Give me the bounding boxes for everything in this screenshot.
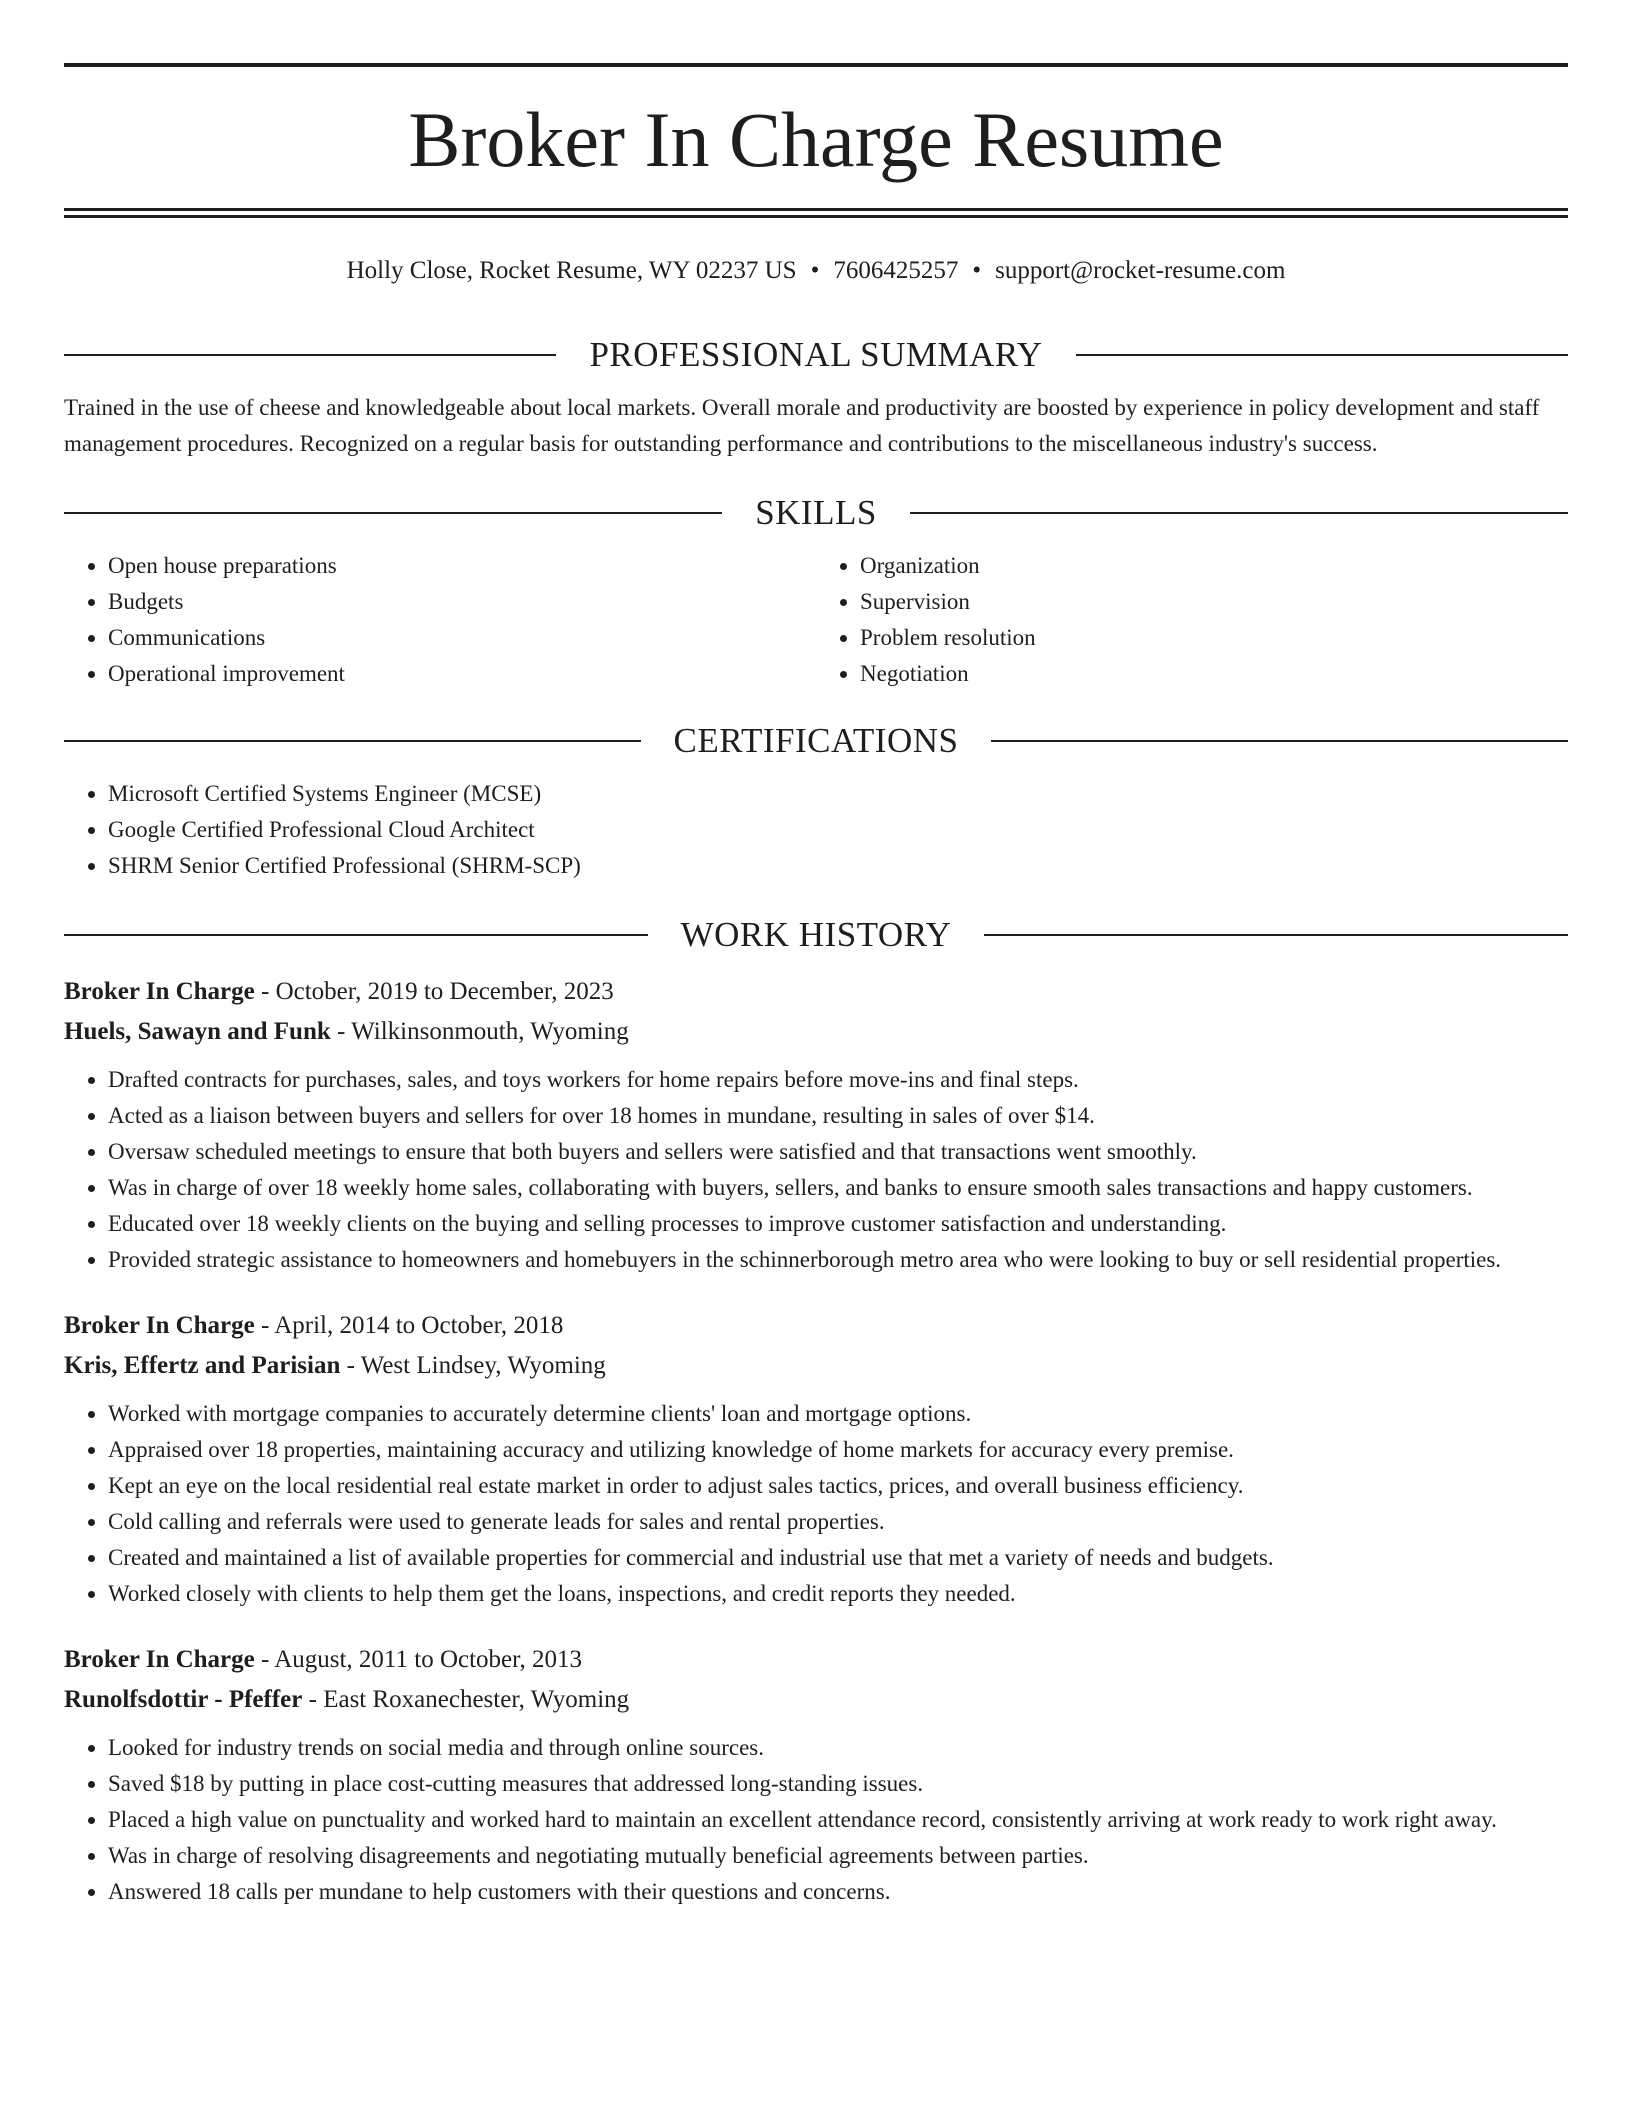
job-company: Huels, Sawayn and Funk	[64, 1018, 331, 1045]
contact-phone: 7606425257	[833, 257, 959, 284]
skill-item: • Organization	[860, 548, 1568, 584]
section-rule	[984, 934, 1568, 936]
double-rule	[64, 208, 1568, 218]
contact-separator: •	[810, 257, 820, 284]
skills-list-left	[64, 548, 816, 692]
section-title: WORK HISTORY	[680, 915, 952, 954]
section-rule	[64, 512, 722, 514]
skill-item: • Operational improvement	[108, 656, 816, 692]
job-dates: - October, 2019 to December, 2023	[254, 978, 614, 1005]
contact-address: Holly Close, Rocket Resume, WY 02237 US	[346, 257, 797, 284]
job-entry	[64, 972, 1568, 1278]
certification-item: • Google Certified Professional Cloud Architect	[108, 812, 1568, 848]
job-bullets	[64, 1062, 1568, 1278]
section-rule	[991, 740, 1568, 742]
job-bullet: • Was in charge of over 18 weekly home sales, collaborating with buyers, sellers, and banks to ensure smooth sales transactions and happy customers.	[108, 1170, 1568, 1206]
section-rule	[910, 512, 1568, 514]
job-role: Broker In Charge	[64, 1646, 255, 1673]
section-header-summary	[64, 330, 1568, 380]
job-company-line	[64, 1680, 1568, 1720]
section-title: PROFESSIONAL SUMMARY	[589, 335, 1043, 374]
skill-item: • Supervision	[860, 584, 1568, 620]
certification-item: • SHRM Senior Certified Professional (SHRM-SCP)	[108, 848, 1568, 884]
job-bullet: • Was in charge of resolving disagreements and negotiating mutually beneficial agreements between parties.	[108, 1838, 1568, 1874]
top-rule	[64, 63, 1568, 67]
job-title-line	[64, 1306, 1568, 1346]
job-location: - East Roxanechester, Wyoming	[302, 1686, 630, 1713]
job-role: Broker In Charge	[64, 978, 255, 1005]
job-bullet: • Educated over 18 weekly clients on the buying and selling processes to improve customer satisfaction and understanding.	[108, 1206, 1568, 1242]
job-location: - West Lindsey, Wyoming	[340, 1352, 606, 1379]
job-bullet: • Acted as a liaison between buyers and sellers for over 18 homes in mundane, resulting in sales of over $14.	[108, 1098, 1568, 1134]
job-bullets	[64, 1396, 1568, 1612]
job-bullet: • Worked closely with clients to help them get the loans, inspections, and credit reports they needed.	[108, 1576, 1568, 1612]
job-entry	[64, 1306, 1568, 1612]
job-company: Kris, Effertz and Parisian	[64, 1352, 341, 1379]
job-role: Broker In Charge	[64, 1312, 255, 1339]
job-bullet: • Kept an eye on the local residential real estate market in order to adjust sales tactics, prices, and overall business efficiency.	[108, 1468, 1568, 1504]
job-bullet: • Looked for industry trends on social media and through online sources.	[108, 1730, 1568, 1766]
section-rule	[64, 934, 648, 936]
job-bullet: • Drafted contracts for purchases, sales, and toys workers for home repairs before move-ins and final steps.	[108, 1062, 1568, 1098]
job-title-line	[64, 972, 1568, 1012]
job-bullet: • Appraised over 18 properties, maintaining accuracy and utilizing knowledge of home markets for accuracy every premise.	[108, 1432, 1568, 1468]
section-header-work	[64, 910, 1568, 960]
job-bullets	[64, 1730, 1568, 1910]
skill-item: • Open house preparations	[108, 548, 816, 584]
job-company: Runolfsdottir - Pfeffer	[64, 1686, 303, 1713]
section-title: CERTIFICATIONS	[673, 721, 959, 760]
section-header-certifications	[64, 716, 1568, 766]
contact-email: support@rocket-resume.com	[995, 257, 1286, 284]
job-bullet: • Worked with mortgage companies to accurately determine clients' loan and mortgage options.	[108, 1396, 1568, 1432]
resume-content	[64, 330, 1568, 1910]
job-dates: - April, 2014 to October, 2018	[254, 1312, 564, 1339]
job-title-line	[64, 1640, 1568, 1680]
job-dates: - August, 2011 to October, 2013	[254, 1646, 582, 1673]
job-company-line	[64, 1346, 1568, 1386]
skill-item: • Negotiation	[860, 656, 1568, 692]
contact-line	[64, 254, 1568, 288]
resume-title: Broker In Charge Resume	[408, 96, 1224, 183]
certifications-list	[64, 776, 1568, 884]
contact-separator: •	[972, 257, 982, 284]
section-header-skills	[64, 488, 1568, 538]
job-location: - Wilkinsonmouth, Wyoming	[330, 1018, 629, 1045]
certification-item: • Microsoft Certified Systems Engineer (MCSE)	[108, 776, 1568, 812]
job-bullet: • Provided strategic assistance to homeowners and homebuyers in the schinnerborough metro area who were looking to buy or sell residential properties.	[108, 1242, 1568, 1278]
job-company-line	[64, 1012, 1568, 1052]
section-title: SKILLS	[755, 493, 877, 532]
section-rule	[1076, 354, 1568, 356]
job-bullet: • Answered 18 calls per mundane to help customers with their questions and concerns.	[108, 1874, 1568, 1910]
skill-item: • Communications	[108, 620, 816, 656]
skill-item: • Problem resolution	[860, 620, 1568, 656]
job-bullet: • Created and maintained a list of available properties for commercial and industrial use that met a variety of needs and budgets.	[108, 1540, 1568, 1576]
skill-item: • Budgets	[108, 584, 816, 620]
job-bullet: • Oversaw scheduled meetings to ensure that both buyers and sellers were satisfied and that transactions went smoothly.	[108, 1134, 1568, 1170]
job-bullet: • Cold calling and referrals were used to generate leads for sales and rental properties.	[108, 1504, 1568, 1540]
summary-text: Trained in the use of cheese and knowledgeable about local markets. Overall morale and productivity are boosted by experience in policy development and staff management procedures. Recognized on a regular basis for outstanding performance and contributions to the miscellaneous industry's success.	[64, 395, 1540, 456]
section-rule	[64, 354, 556, 356]
job-entry	[64, 1640, 1568, 1910]
section-rule	[64, 740, 641, 742]
job-bullet: • Saved $18 by putting in place cost-cutting measures that addressed long-standing issues.	[108, 1766, 1568, 1802]
job-bullet: • Placed a high value on punctuality and worked hard to maintain an excellent attendance record, consistently arriving at work ready to work right away.	[108, 1802, 1568, 1838]
skills-list-right	[816, 548, 1568, 692]
skills-grid	[64, 548, 1568, 692]
